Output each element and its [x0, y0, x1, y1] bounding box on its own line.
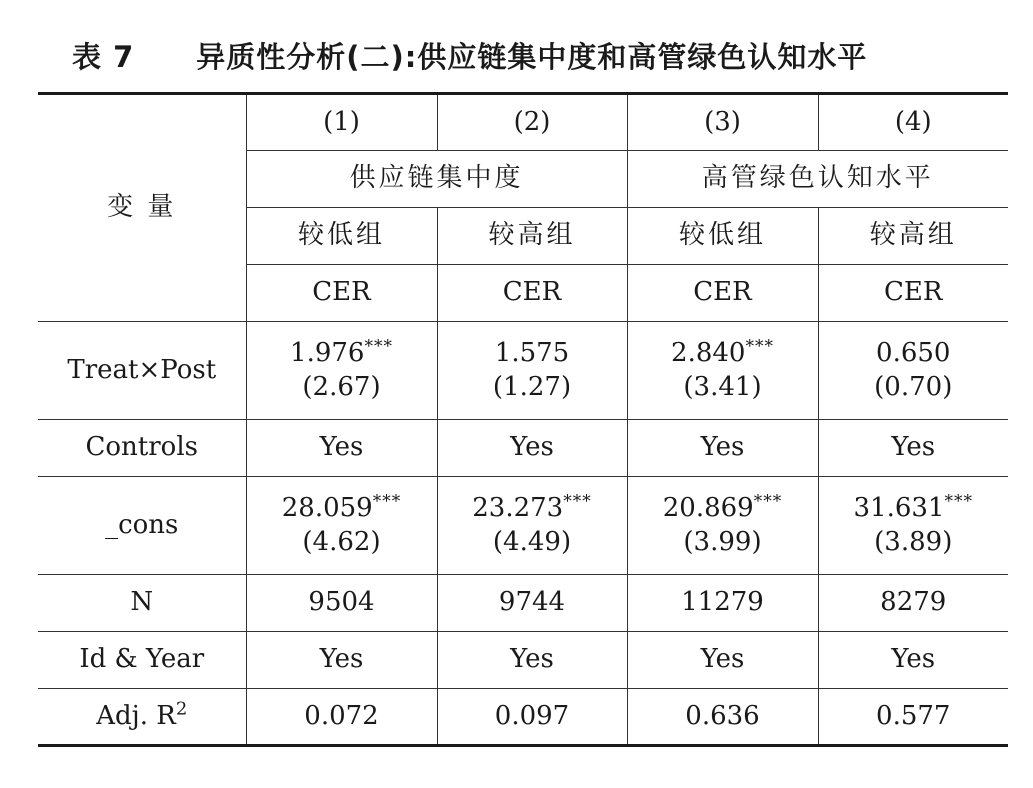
coefficient: 1.976 — [290, 338, 365, 369]
table-cell: Yes — [437, 420, 627, 477]
table-cell: Yes — [246, 632, 437, 689]
row-label-n: N — [38, 575, 246, 632]
table-caption — [72, 30, 867, 80]
row-label-adj-r2 — [38, 689, 246, 746]
row-adj-r2 — [38, 689, 1008, 746]
dependent-variable: CER — [437, 265, 627, 322]
coefficient: 2.840 — [671, 338, 746, 369]
row-treat-post — [38, 322, 1008, 420]
coef-cell — [627, 322, 818, 420]
coef-cell — [246, 477, 437, 575]
significance-stars: *** — [563, 491, 592, 512]
header-row-column-numbers — [38, 94, 1008, 151]
coef-cell — [246, 322, 437, 420]
coefficient: 20.869 — [662, 493, 754, 524]
dependent-variable: CER — [627, 265, 818, 322]
significance-stars: *** — [944, 491, 973, 512]
table-cell: 0.072 — [246, 689, 437, 746]
table-cell: 8279 — [818, 575, 1008, 632]
t-statistic: (0.70) — [874, 371, 953, 402]
table-cell: Yes — [818, 420, 1008, 477]
table-cell: 9744 — [437, 575, 627, 632]
row-label-id-year: Id & Year — [38, 632, 246, 689]
regression-table — [38, 92, 1008, 747]
t-statistic: (1.27) — [492, 371, 572, 402]
row-n — [38, 575, 1008, 632]
significance-stars: *** — [372, 491, 402, 512]
subgroup-header: 较低组 — [627, 208, 818, 265]
coefficient: 1.575 — [494, 338, 570, 369]
table-cell: Yes — [627, 632, 818, 689]
coef-cell — [437, 477, 627, 575]
row-label-cons: _cons — [38, 477, 246, 575]
column-number: (1) — [246, 94, 437, 151]
t-statistic: (3.89) — [874, 526, 953, 557]
table-cell: 0.577 — [818, 689, 1008, 746]
row-fixed-effects — [38, 632, 1008, 689]
coefficient: 28.059 — [281, 493, 373, 524]
table-cell: Yes — [246, 420, 437, 477]
t-statistic: (3.41) — [683, 371, 762, 402]
table-cell: 11279 — [627, 575, 818, 632]
subgroup-header: 较低组 — [246, 208, 437, 265]
t-statistic: (2.67) — [302, 371, 381, 402]
row-cons — [38, 477, 1008, 575]
column-number: (3) — [627, 94, 818, 151]
group-header-supply-chain: 供应链集中度 — [246, 151, 627, 208]
column-number: (4) — [818, 94, 1008, 151]
significance-stars: *** — [753, 491, 783, 512]
table-number: 表 7 — [72, 39, 135, 74]
coefficient: 0.650 — [876, 338, 951, 369]
adj-r2-label: Adj. R — [96, 700, 176, 731]
dependent-variable: CER — [246, 265, 437, 322]
coef-cell — [437, 322, 627, 420]
table-cell: Yes — [627, 420, 818, 477]
significance-stars: *** — [364, 336, 393, 357]
coef-cell — [818, 322, 1008, 420]
variable-header: 变 量 — [38, 94, 246, 322]
subgroup-header: 较高组 — [818, 208, 1008, 265]
t-statistic: (4.49) — [492, 526, 572, 557]
subgroup-header: 较高组 — [437, 208, 627, 265]
group-header-green-cognition: 高管绿色认知水平 — [627, 151, 1008, 208]
row-label-treat-post: Treat×Post — [38, 322, 246, 420]
table-title: 异质性分析(二):供应链集中度和高管绿色认知水平 — [196, 39, 868, 74]
table-cell: 0.097 — [437, 689, 627, 746]
significance-stars: *** — [745, 336, 774, 357]
dependent-variable: CER — [818, 265, 1008, 322]
coef-cell — [627, 477, 818, 575]
column-number: (2) — [437, 94, 627, 151]
row-label-controls: Controls — [38, 420, 246, 477]
coefficient: 31.631 — [853, 493, 945, 524]
row-controls — [38, 420, 1008, 477]
table-cell: 9504 — [246, 575, 437, 632]
t-statistic: (4.62) — [302, 526, 381, 557]
table-cell: 0.636 — [627, 689, 818, 746]
table-cell: Yes — [437, 632, 627, 689]
coef-cell — [818, 477, 1008, 575]
table-cell: Yes — [818, 632, 1008, 689]
coefficient: 23.273 — [472, 493, 564, 524]
t-statistic: (3.99) — [683, 526, 762, 557]
adj-r2-superscript: 2 — [175, 698, 188, 720]
